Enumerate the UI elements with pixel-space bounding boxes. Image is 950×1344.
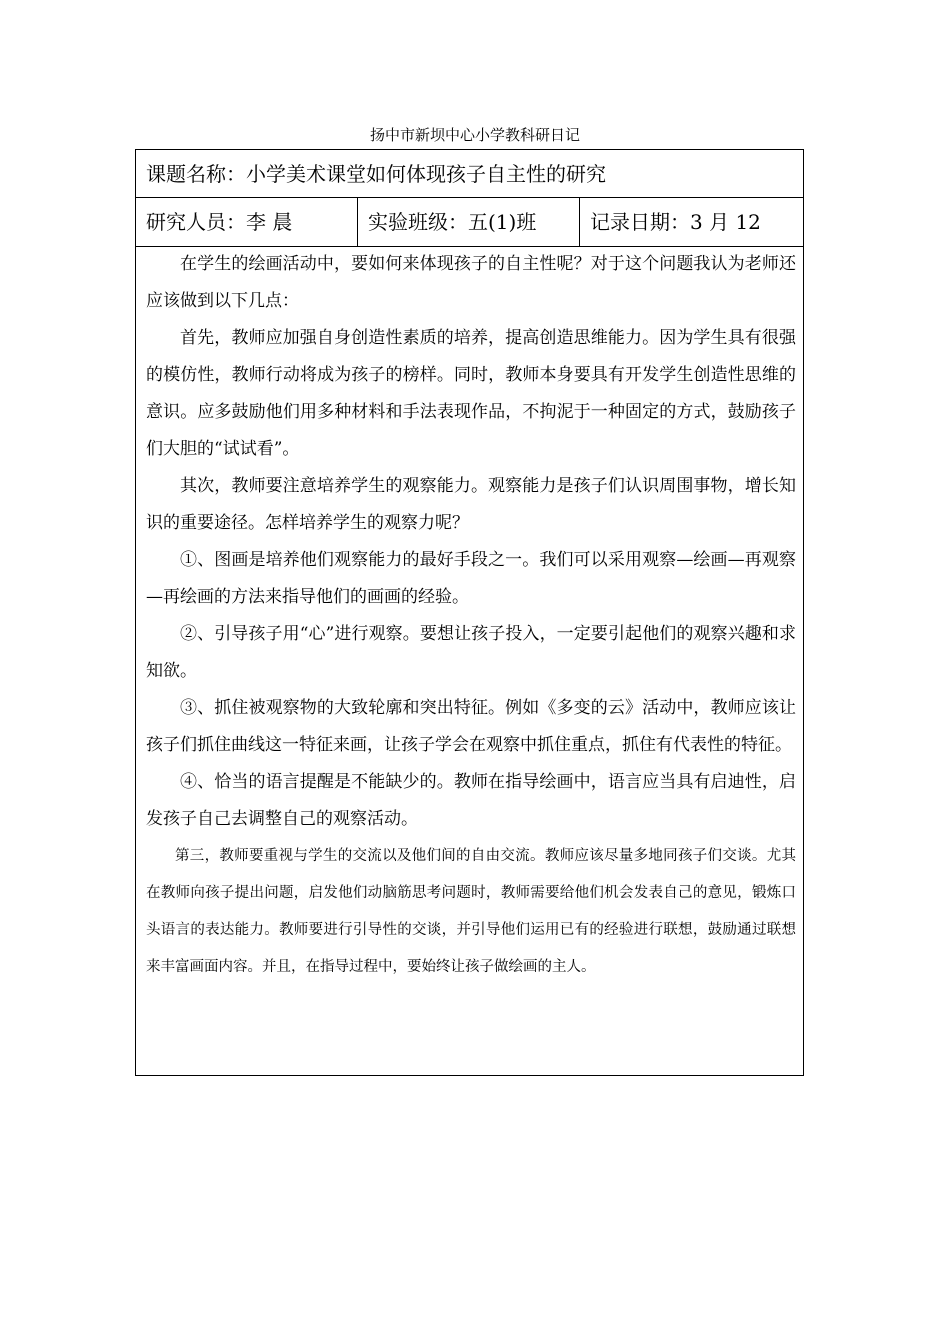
- diary-body: [146, 246, 796, 986]
- topic-name: 课题名称：小学美术课堂如何体现孩子自主性的研究: [146, 162, 606, 186]
- body-paragraph: ②、引导孩子用“心”进行观察。要想让孩子投入，一定要引起他们的观察兴趣和求知欲。: [146, 624, 796, 681]
- document-title: 扬中市新坝中心小学教科研日记: [369, 126, 580, 144]
- body-paragraph: ④、恰当的语言提醒是不能缺少的。教师在指导绘画中，语言应当具有启迪性，启发孩子自己去调整自己的观察活动。: [146, 772, 796, 829]
- body-paragraph: 首先，教师应加强自身创造性素质的培养，提高创造思维能力。因为学生具有很强的模仿性，教师行动将成为孩子的榜样。同时，教师本身要具有开发学生创造性思维的意识。应多鼓励他们用多种材料和手法表现作品，不拘泥于一种固定的方式，鼓励孩子们大胆的“试试看”。: [146, 328, 796, 459]
- research-diary-table: [135, 149, 804, 1076]
- meta-row: [136, 198, 803, 247]
- body-paragraph: 第三，教师要重视与学生的交流以及他们间的自由交流。教师应该尽量多地同孩子们交谈。尤其在教师向孩子提出问题，启发他们动脑筋思考问题时，教师需要给他们机会发表自己的意见，锻炼口头语言的表达能力。教师要进行引导性的交谈，并引导他们运用已有的经验进行联想，鼓励通过联想来丰富画面内容。并且，在指导过程中，要始终让孩子做绘画的主人。: [146, 848, 796, 975]
- body-paragraph: ①、图画是培养他们观察能力的最好手段之一。我们可以采用观察—绘画—再观察—再绘画的方法来指导他们的画画的经验。: [146, 550, 796, 607]
- body-paragraph: 在学生的绘画活动中，要如何来体现孩子的自主性呢？对于这个问题我认为老师还应该做到以下几点：: [146, 254, 796, 311]
- researcher-cell: 研究人员：李 晨: [136, 198, 358, 246]
- experiment-class-cell: 实验班级：五(1)班: [358, 198, 580, 246]
- record-date-cell: 记录日期：3 月 12: [590, 210, 761, 234]
- body-paragraph: 其次，教师要注意培养学生的观察能力。观察能力是孩子们认识周围事物，增长知识的重要途径。怎样培养学生的观察力呢？: [146, 476, 796, 533]
- topic-row: [136, 150, 803, 198]
- body-paragraph: ③、抓住被观察物的大致轮廓和突出特征。例如《多变的云》活动中，教师应该让孩子们抓住曲线这一特征来画，让孩子学会在观察中抓住重点，抓住有代表性的特征。: [146, 698, 796, 755]
